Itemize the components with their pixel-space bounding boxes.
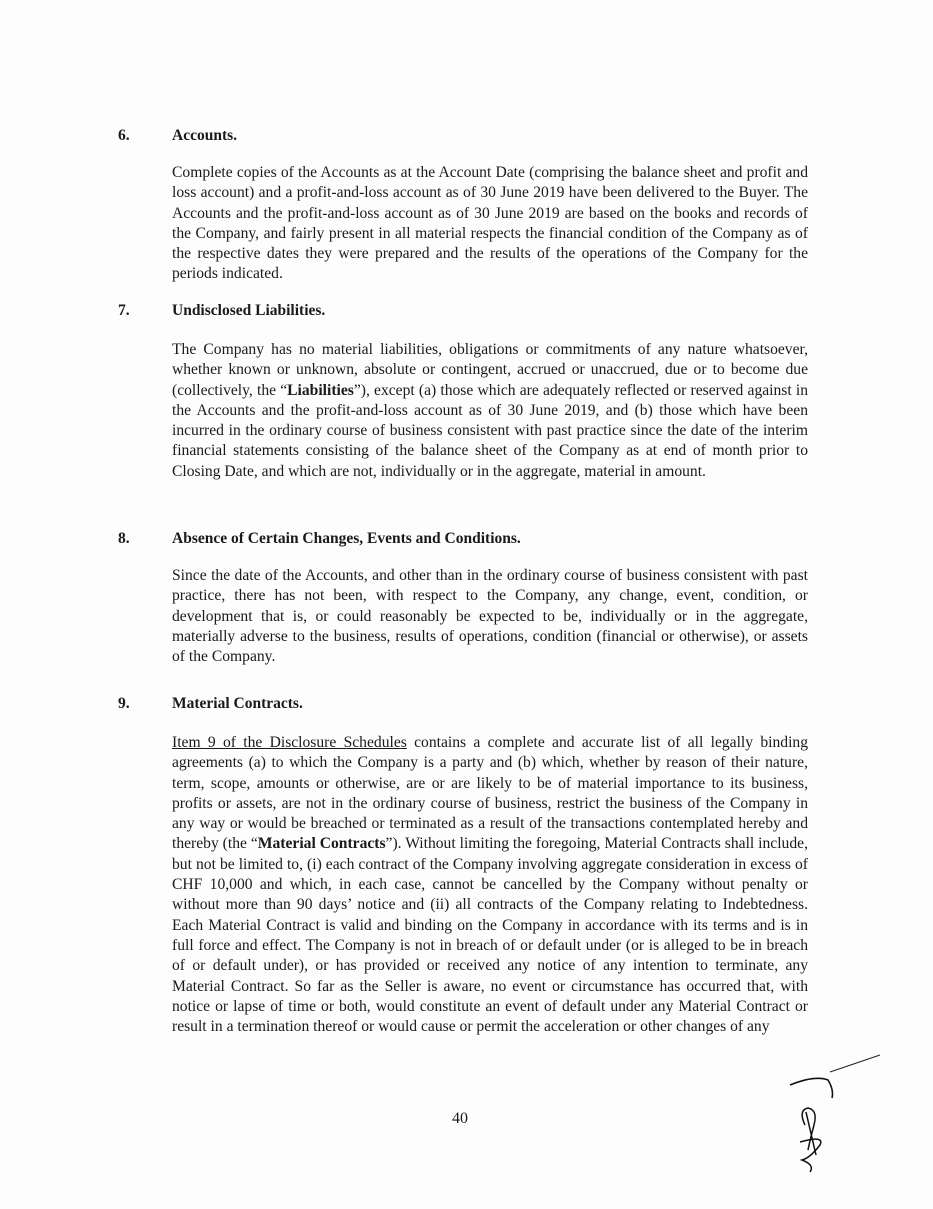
section-paragraph: Item 9 of the Disclosure Schedules contains a complete and accurate list of all legally binding agreements (a) to which the Company is a party and (b) which, whether by reason of their nature, term, scope, amounts or otherwise, are or are likely to be of material importance to its business, profits or assets, are not in the ordinary course of business, restrict the business of the Company in any way or would be breached or terminated as a result of the transactions contemplated hereby and thereby (the “Material Contracts”). Without limiting the foregoing, Material Contracts shall include, but not be limited to, (i) each contract of the Company involving aggregate consideration in excess of CHF 10,000 and which, in each case, cannot be cancelled by the Company without penalty or without more than 90 days’ notice and (ii) all contracts of the Company relating to Indebtedness. Each Material Contract is valid and binding on the Company in accordance with its terms and is in full force and effect. The Company is not in breach of or default under (or is alleged to be in breach of or default under), or has provided or received any notice of any intention to terminate, any Material Contract. So far as the Seller is aware, no event or circumstance has occurred that, with notice or lapse of time or both, would constitute an event of default under any Material Contract or result in a termination thereof or would cause or permit the acceleration or other changes of any <box>172 734 808 1036</box>
section-number: 6. <box>118 127 130 144</box>
section-title: Material Contracts. <box>172 695 303 712</box>
disclosure-schedule-reference: Item 9 of the Disclosure Schedules <box>172 734 407 751</box>
page-number: 40 <box>452 1110 468 1127</box>
section-6 <box>118 127 808 283</box>
section-heading <box>118 127 808 149</box>
defined-term: Material Contracts <box>257 835 386 853</box>
section-number: 7. <box>118 302 130 319</box>
section-8 <box>118 530 808 666</box>
section-9 <box>118 695 808 1036</box>
defined-term: Liabilities <box>287 381 354 399</box>
section-heading <box>118 530 808 552</box>
section-heading <box>118 695 808 717</box>
section-paragraph: The Company has no material liabilities, obligations or commitments of any nature whatsoever, whether known or unknown, absolute or contingent, accrued or unaccrued, due or to become due (collectively, the “Liabilities”), except (a) those which are adequately reflected or reserved against in the Accounts and the profit-and-loss account as of 30 June 2019, and (b) those which have been incurred in the ordinary course of business consistent with past practice since the date of the interim financial statements consisting of the balance sheet of the Company as at end of month prior to Closing Date, and which are not, individually or in the aggregate, material in amount. <box>172 341 808 480</box>
section-heading <box>118 302 808 324</box>
section-number: 9. <box>118 695 130 712</box>
section-title: Accounts. <box>172 127 238 144</box>
signature-initials-icon <box>770 1050 890 1180</box>
section-number: 8. <box>118 530 130 547</box>
section-title: Absence of Certain Changes, Events and Conditions. <box>172 530 521 547</box>
section-paragraph: Since the date of the Accounts, and other than in the ordinary course of business consistent with past practice, there has not been, with respect to the Company, any change, event, condition, or development that is, or could reasonably be expected to be, individually or in the aggregate, materially adverse to the business, results of operations, condition (financial or otherwise), or assets of the Company. <box>172 567 808 666</box>
section-paragraph: Complete copies of the Accounts as at the Account Date (comprising the balance sheet and profit and loss account) and a profit-and-loss account as of 30 June 2019 have been delivered to the Buyer. The Accounts and the profit-and-loss account as of 30 June 2019 are based on the books and records of the Company, and fairly present in all material respects the financial condition of the Company as of the respective dates they were prepared and the results of the operations of the Company for the periods indicated. <box>172 164 808 283</box>
section-7 <box>118 302 808 480</box>
section-title: Undisclosed Liabilities. <box>172 302 326 319</box>
